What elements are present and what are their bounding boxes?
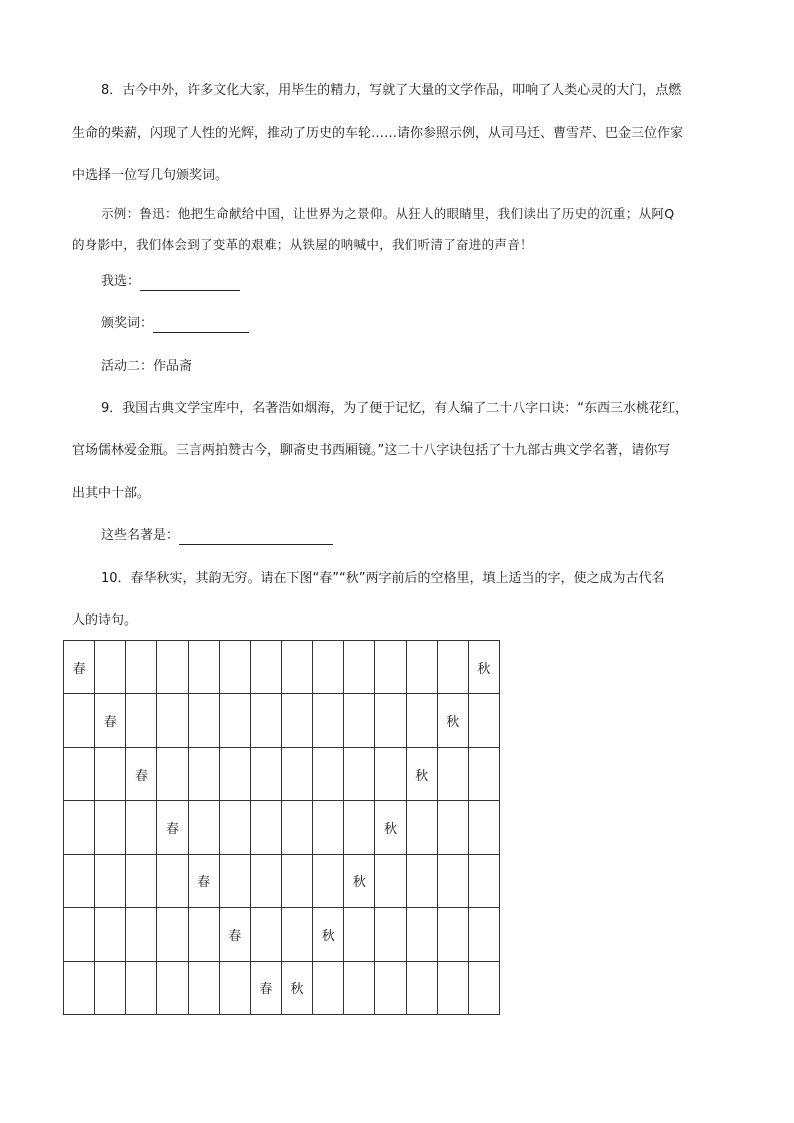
grid-blank-cell[interactable] [250,641,281,694]
grid-blank-cell[interactable] [468,747,499,800]
grid-blank-cell[interactable] [468,854,499,907]
q8-example-line-2: 的身影中，我们体会到了变革的艰难；从铁屋的呐喊中，我们听清了奋进的声音！ [72,237,533,252]
spring-char-cell: 春 [64,641,95,694]
grid-blank-cell[interactable] [250,694,281,747]
q9-line-3: 出其中十部。 [72,486,151,501]
grid-blank-cell[interactable] [375,908,406,961]
grid-blank-cell[interactable] [95,747,126,800]
grid-blank-cell[interactable] [188,908,219,961]
grid-blank-cell[interactable] [64,854,95,907]
grid-row [64,641,500,694]
grid-blank-cell[interactable] [406,961,437,1014]
grid-blank-cell[interactable] [344,641,375,694]
q9-answer-row [101,527,333,545]
grid-blank-cell[interactable] [468,908,499,961]
grid-blank-cell[interactable] [313,961,344,1014]
grid-row [64,908,500,961]
grid-blank-cell[interactable] [406,854,437,907]
grid-row [64,694,500,747]
grid-blank-cell[interactable] [375,961,406,1014]
q8-line-1: 8．古今中外，许多文化大家，用毕生的精力，写就了大量的文学作品，叩响了人类心灵的大门，点燃 [101,83,682,98]
q8-award-row [101,315,249,333]
autumn-char-cell: 秋 [468,641,499,694]
grid-blank-cell[interactable] [281,854,312,907]
grid-blank-cell[interactable] [157,641,188,694]
grid-blank-cell[interactable] [188,801,219,854]
grid-blank-cell[interactable] [157,908,188,961]
grid-blank-cell[interactable] [313,854,344,907]
grid-blank-cell[interactable] [64,747,95,800]
grid-blank-cell[interactable] [250,801,281,854]
grid-blank-cell[interactable] [375,854,406,907]
grid-blank-cell[interactable] [219,854,250,907]
spring-char-cell: 春 [188,854,219,907]
spring-char-cell: 春 [250,961,281,1014]
q10-line-1: 10．春华秋实，其韵无穷。请在下图“春”“秋”两字前后的空格里，填上适当的字，使之成为古代名 [101,571,665,586]
grid-blank-cell[interactable] [126,801,157,854]
grid-row [64,961,500,1014]
grid-blank-cell[interactable] [95,641,126,694]
award-label: 颁奖词： [101,316,154,331]
grid-blank-cell[interactable] [250,908,281,961]
grid-blank-cell[interactable] [126,694,157,747]
poem-grid [63,640,500,1015]
grid-blank-cell[interactable] [219,747,250,800]
grid-blank-cell[interactable] [126,908,157,961]
grid-blank-cell[interactable] [406,694,437,747]
grid-blank-cell[interactable] [406,641,437,694]
autumn-char-cell: 秋 [406,747,437,800]
grid-blank-cell[interactable] [157,694,188,747]
spring-char-cell: 春 [126,747,157,800]
grid-blank-cell[interactable] [95,801,126,854]
autumn-char-cell: 秋 [281,961,312,1014]
grid-blank-cell[interactable] [219,961,250,1014]
autumn-char-cell: 秋 [313,908,344,961]
grid-blank-cell[interactable] [437,641,468,694]
grid-blank-cell[interactable] [157,961,188,1014]
q8-example-line-1: 示例：鲁迅：他把生命献给中国，让世界为之景仰。从狂人的眼睛里，我们读出了历史的沉重；从阿Q [101,206,675,221]
grid-blank-cell[interactable] [126,854,157,907]
grid-blank-cell[interactable] [313,747,344,800]
answer-label: 这些名著是： [101,528,180,543]
grid-blank-cell[interactable] [250,854,281,907]
grid-blank-cell[interactable] [157,854,188,907]
q9-line-2: 官场儒林爱金瓶。三言两拍赞古今，聊斋史书西厢镜。”这二十八字诀包括了十九部古典文学名著，请你写 [72,443,671,458]
spring-char-cell: 春 [95,694,126,747]
grid-blank-cell[interactable] [313,694,344,747]
grid-blank-cell[interactable] [344,908,375,961]
grid-blank-cell[interactable] [219,694,250,747]
autumn-char-cell: 秋 [375,801,406,854]
grid-blank-cell[interactable] [437,801,468,854]
grid-blank-cell[interactable] [281,694,312,747]
q10-line-2: 人的诗句。 [72,613,138,628]
grid-blank-cell[interactable] [188,641,219,694]
grid-blank-cell[interactable] [64,801,95,854]
choose-label: 我选： [101,274,141,289]
grid-blank-cell[interactable] [95,961,126,1014]
grid-blank-cell[interactable] [64,961,95,1014]
grid-blank-cell[interactable] [126,961,157,1014]
grid-row [64,747,500,800]
grid-blank-cell[interactable] [468,694,499,747]
autumn-char-cell: 秋 [437,694,468,747]
grid-blank-cell[interactable] [281,801,312,854]
q8-line-2: 生命的柴薪，闪现了人性的光辉，推动了历史的车轮……请你参照示例，从司马迁、曹雪芹、巴金三位作家 [72,126,684,141]
grid-blank-cell[interactable] [64,908,95,961]
grid-blank-cell[interactable] [313,641,344,694]
grid-blank-cell[interactable] [95,908,126,961]
grid-blank-cell[interactable] [406,801,437,854]
q8-choose-row [101,273,240,291]
grid-blank-cell[interactable] [468,801,499,854]
grid-blank-cell[interactable] [437,854,468,907]
q8-line-3: 中选择一位写几句颁奖词。 [72,168,229,183]
grid-blank-cell[interactable] [375,747,406,800]
grid-blank-cell[interactable] [95,854,126,907]
grid-blank-cell[interactable] [157,747,188,800]
grid-blank-cell[interactable] [437,747,468,800]
autumn-char-cell: 秋 [344,854,375,907]
grid-blank-cell[interactable] [188,747,219,800]
q9-line-1: 9．我国古典文学宝库中，名著浩如烟海，为了便于记忆，有人编了二十八字口诀：“东西三水桃花红， [101,401,689,416]
grid-blank-cell[interactable] [468,961,499,1014]
spring-char-cell: 春 [219,908,250,961]
grid-blank-cell[interactable] [64,694,95,747]
grid-blank-cell[interactable] [344,961,375,1014]
grid-blank-cell[interactable] [281,747,312,800]
grid-blank-cell[interactable] [375,641,406,694]
grid-blank-cell[interactable] [219,641,250,694]
grid-blank-cell[interactable] [344,801,375,854]
spring-char-cell: 春 [157,801,188,854]
books-answer-blank[interactable] [179,530,333,545]
grid-row [64,801,500,854]
grid-blank-cell[interactable] [219,801,250,854]
grid-blank-cell[interactable] [126,641,157,694]
grid-blank-cell[interactable] [250,747,281,800]
grid-blank-cell[interactable] [188,961,219,1014]
choose-answer-blank[interactable] [140,276,240,291]
grid-blank-cell[interactable] [406,908,437,961]
grid-blank-cell[interactable] [437,961,468,1014]
grid-blank-cell[interactable] [313,801,344,854]
grid-blank-cell[interactable] [437,908,468,961]
grid-blank-cell[interactable] [281,908,312,961]
activity-heading: 活动二：作品斋 [101,359,193,374]
grid-blank-cell[interactable] [281,641,312,694]
grid-blank-cell[interactable] [188,694,219,747]
grid-blank-cell[interactable] [375,694,406,747]
grid-blank-cell[interactable] [344,747,375,800]
grid-row [64,854,500,907]
grid-blank-cell[interactable] [344,694,375,747]
award-answer-blank[interactable] [153,318,249,333]
